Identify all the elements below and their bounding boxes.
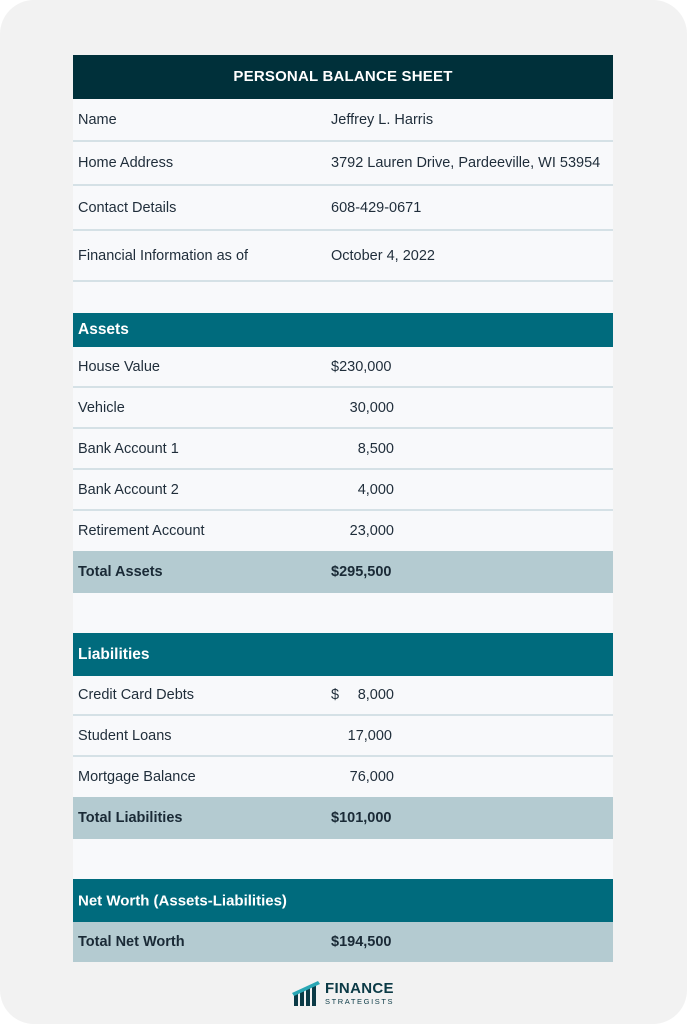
asset-label: Bank Account 2: [78, 481, 179, 498]
info-label: Home Address: [78, 155, 174, 171]
asset-value: 30,000: [349, 399, 394, 416]
spacer: [73, 282, 613, 313]
info-row-name: [73, 99, 613, 142]
info-row-contact: [73, 186, 613, 231]
total-assets-row: [73, 551, 613, 593]
balance-sheet-table: [73, 55, 613, 962]
liability-row: [73, 716, 613, 757]
logo-wordmark-secondary: STRATEGISTS: [325, 997, 395, 1006]
section-heading-label: Assets: [78, 321, 129, 338]
asset-row: [73, 470, 613, 511]
liability-value: 17,000: [347, 727, 392, 744]
info-value: October 4, 2022: [331, 247, 435, 264]
liability-label: Mortgage Balance: [78, 769, 196, 785]
currency-symbol: $: [331, 687, 340, 703]
logo-wordmark-primary: FINANCE: [325, 980, 394, 997]
finance-strategists-logo-icon: [292, 980, 322, 1006]
liability-label: Credit Card Debts: [78, 687, 195, 703]
spacer: [73, 839, 613, 879]
asset-value: 23,000: [349, 523, 394, 539]
total-label: Total Net Worth: [78, 934, 185, 950]
asset-row: [73, 511, 613, 551]
sheet-title: PERSONAL BALANCE SHEET: [73, 55, 613, 99]
liability-value: 76,000: [349, 769, 394, 785]
asset-label: Retirement Account: [78, 523, 205, 539]
info-row-date: [73, 231, 613, 282]
info-label: Contact Details: [78, 199, 177, 216]
total-label: Total Assets: [78, 564, 163, 580]
info-label: Name: [78, 111, 117, 128]
info-value: 608-429-0671: [331, 199, 422, 216]
asset-value: $230,000: [331, 358, 392, 375]
asset-label: Vehicle: [78, 399, 125, 416]
total-value: $194,500: [331, 934, 392, 950]
liability-value: 8,000: [357, 687, 394, 703]
assets-heading: [73, 313, 613, 347]
total-liabilities-row: [73, 797, 613, 839]
asset-label: Bank Account 1: [78, 440, 179, 457]
total-label: Total Liabilities: [78, 810, 183, 826]
total-net-worth-row: [73, 922, 613, 962]
asset-value: 4,000: [357, 481, 394, 498]
asset-row: [73, 429, 613, 470]
spacer: [73, 593, 613, 633]
liability-label: Student Loans: [78, 727, 172, 744]
liability-row: [73, 676, 613, 716]
info-value: Jeffrey L. Harris: [331, 111, 434, 128]
info-row-address: [73, 142, 613, 186]
total-value: $101,000: [331, 810, 392, 826]
liability-row: [73, 757, 613, 797]
section-heading-label: Liabilities: [78, 645, 150, 663]
asset-value: 8,500: [357, 440, 394, 457]
section-heading-label: Net Worth (Assets-Liabilities): [78, 892, 287, 909]
total-value: $295,500: [331, 564, 392, 580]
liabilities-heading: [73, 633, 613, 676]
asset-row: [73, 388, 613, 429]
info-label: Financial Information as of: [78, 247, 249, 264]
info-value: 3792 Lauren Drive, Pardeeville, WI 53954: [331, 155, 601, 171]
asset-row: [73, 347, 613, 388]
net-worth-heading: [73, 879, 613, 922]
finance-strategists-logo: [292, 978, 402, 1008]
asset-label: House Value: [78, 358, 160, 375]
